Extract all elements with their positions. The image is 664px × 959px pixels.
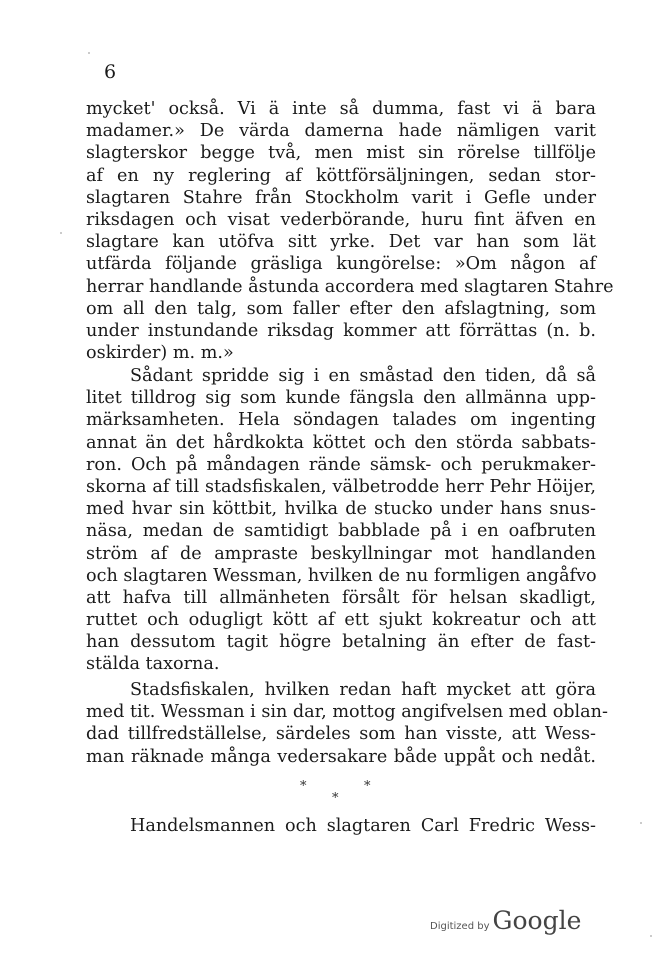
text-line: slagtare kan utöfva sitt yrke. Det var han som lät (86, 232, 596, 253)
google-logo: Google (492, 906, 582, 935)
text-line: att hafva till allmänheten försålt för helsan skadligt, (86, 587, 596, 608)
text-line: Sådant spridde sig i en småstad den tiden, då så (130, 366, 596, 386)
text-line: med tit. Wessman i sin dar, mottog angifvelsen med oblan- (86, 702, 608, 723)
scan-speck (60, 232, 62, 234)
text-line: med hvar sin köttbit, hvilka de stucko under hans snus- (86, 499, 596, 520)
watermark-prefix: Digitized by (430, 921, 490, 932)
digitized-by-google-watermark (430, 906, 581, 940)
asterisk-mark: * (332, 791, 339, 806)
asterisk-mark: * (300, 779, 307, 794)
text-line: madamer.» De värda damerna hade nämligen varit (86, 121, 596, 142)
page-number: 6 (104, 61, 117, 83)
text-line: slagtaren Stahre från Stockholm varit i Gefle under (86, 187, 596, 208)
text-line: oskirder) m. m.» (86, 343, 234, 364)
text-line: och slagtaren Wessman, hvilken de nu formligen angåfvo (86, 565, 597, 586)
text-line: ruttet och odugligt kött af ett sjukt kokreatur och att (86, 610, 596, 631)
asterisk-mark: * (364, 779, 371, 794)
closing-line: Handelsmannen och slagtaren Carl Fredric Wess- (130, 816, 596, 836)
scan-speck (640, 822, 642, 824)
text-line: man räknade många vedersakare både uppåt och nedåt. (86, 746, 596, 767)
text-line: dad tillfredställelse, särdeles som han visste, att Wess- (86, 724, 596, 745)
text-line: Stadsfiskalen, hvilken redan haft mycket att göra (130, 680, 596, 700)
text-line: märksamheten. Hela söndagen talades om ingenting (86, 410, 596, 431)
text-line: herrar handlande åstunda accordera med slagtaren Stahre (86, 276, 614, 297)
text-line: näsa, medan de samtidigt babblade på i en oafbruten (86, 521, 596, 542)
text-line: under instundande riksdag kommer att förrättas (n. b. (86, 320, 596, 341)
text-line: mycket' också. Vi ä inte så dumma, fast vi ä bara (86, 99, 596, 119)
text-line: riksdagen och visat vederbörande, huru fint äfven en (86, 209, 596, 230)
paragraph-1 (86, 98, 614, 364)
text-line: utfärda följande gräsliga kungörelse: »Om någon af (86, 254, 596, 275)
section-break-asterism (296, 778, 376, 808)
text-line: han dessutom tagit högre betalning än efter de fast- (86, 632, 596, 653)
paragraph-3 (86, 679, 608, 768)
text-line: ström af de ampraste beskyllningar mot handlanden (86, 543, 596, 564)
text-line: slagterskor begge två, men mist sin rörelse tillfölje (86, 143, 596, 164)
paragraph-2 (86, 365, 596, 676)
text-line: skorna af till stadsfiskalen, välbetrodde herr Pehr Höijer, (86, 476, 596, 497)
scan-speck (88, 52, 90, 54)
text-line: stälda taxorna. (86, 654, 220, 675)
text-line: af en ny reglering af köttförsäljningen, sedan stor- (86, 165, 596, 186)
text-line: ron. Och på måndagen rände sämsk- och perukmaker- (86, 454, 596, 475)
text-line: om all den talg, som faller efter den afslagtning, som (86, 298, 596, 319)
text-line: litet tilldrog sig som kunde fängsla den allmänna upp- (86, 388, 596, 409)
text-line: annat än det hårdkokta köttet och den störda sabbats- (86, 432, 596, 453)
scan-speck (650, 935, 652, 937)
